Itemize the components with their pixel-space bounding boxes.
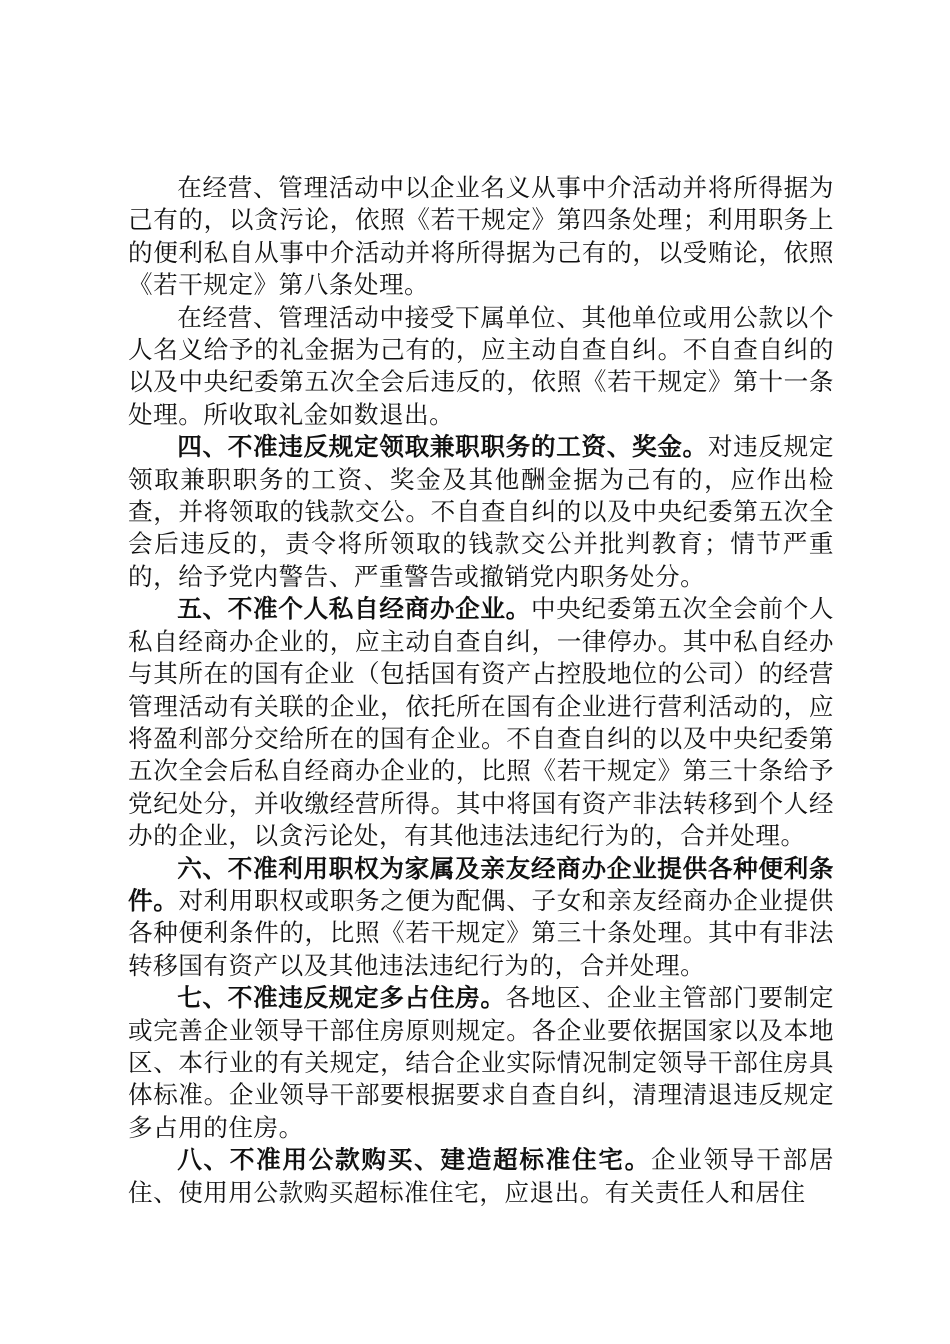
paragraph-rule-six (128, 853, 834, 983)
rule-seven-heading: 七、不准违反规定多占住房。 (177, 983, 506, 1013)
paragraph-rule-five (128, 593, 834, 852)
paragraph-body: 各地区、企业主管部门要制定或完善企业领导干部住房原则规定。各企业要依据国家以及本地区、本行业的有关规定，结合企业实际情况制定领导干部住房具体标准。企业领导干部要根据要求自查自纠，清理清退违反规定多占用的住房。 (128, 983, 834, 1142)
paragraph-rule-seven (128, 982, 834, 1144)
paragraph-body: 对违反规定领取兼职职务的工资、奖金及其他酬金据为己有的，应作出检查，并将领取的钱款交公。不自查自纠的以及中央纪委第五次全会后违反的，责令将所领取的钱款交公并批判教育；情节严重的，给予党内警告、严重警告或撤销党内职务处分。 (128, 432, 834, 591)
paragraph-body: 在经营、管理活动中以企业名义从事中介活动并将所得据为己有的，以贪污论，依照《若干规定》第四条处理；利用职务上的便利私自从事中介活动并将所得据为己有的，以受贿论，依照《若干规定》第八条处理。 (128, 173, 834, 300)
rule-six-heading: 六、不准利用职权为家属及亲友经商办企业提供各种便利条件。 (128, 853, 834, 915)
paragraph-body: 企业领导干部居住、使用用公款购买超标准住宅，应退出。有关责任人和居住 (128, 1145, 834, 1207)
paragraph-gift-money (128, 302, 834, 432)
paragraph-rule-four (128, 431, 834, 593)
rule-four-heading: 四、不准违反规定领取兼职职务的工资、奖金。 (177, 432, 708, 462)
rule-five-heading: 五、不准个人私自经商办企业。 (177, 594, 531, 624)
paragraph-rule-eight (128, 1144, 834, 1209)
paragraph-body: 中央纪委第五次全会前个人私自经商办企业的，应主动自查自纠，一律停办。其中私自经办与其所在的国有企业（包括国有资产占控股地位的公司）的经营管理活动有关联的企业，依托所在国有企业进行营利活动的，应将盈利部分交给所在的国有企业。不自查自纠的以及中央纪委第五次全会后私自经商办企业的，比照《若干规定》第三十条给予党纪处分，并收缴经营所得。其中将国有资产非法转移到个人经办的企业，以贪污论处，有其他违法违纪行为的，合并处理。 (128, 594, 834, 851)
paragraph-body: 在经营、管理活动中接受下属单位、其他单位或用公款以个人名义给予的礼金据为己有的，应主动自查自纠。不自查自纠的以及中央纪委第五次全会后违反的，依照《若干规定》第十一条处理。所收取礼金如数退出。 (128, 302, 834, 429)
document-page (128, 172, 834, 1209)
paragraph-agency-activities (128, 172, 834, 302)
paragraph-body: 对利用职权或职务之便为配偶、子女和亲友经商办企业提供各种便利条件的，比照《若干规定》第三十条处理。其中有非法转移国有资产以及其他违法违纪行为的，合并处理。 (128, 885, 834, 980)
rule-eight-heading: 八、不准用公款购买、建造超标准住宅。 (177, 1145, 651, 1175)
